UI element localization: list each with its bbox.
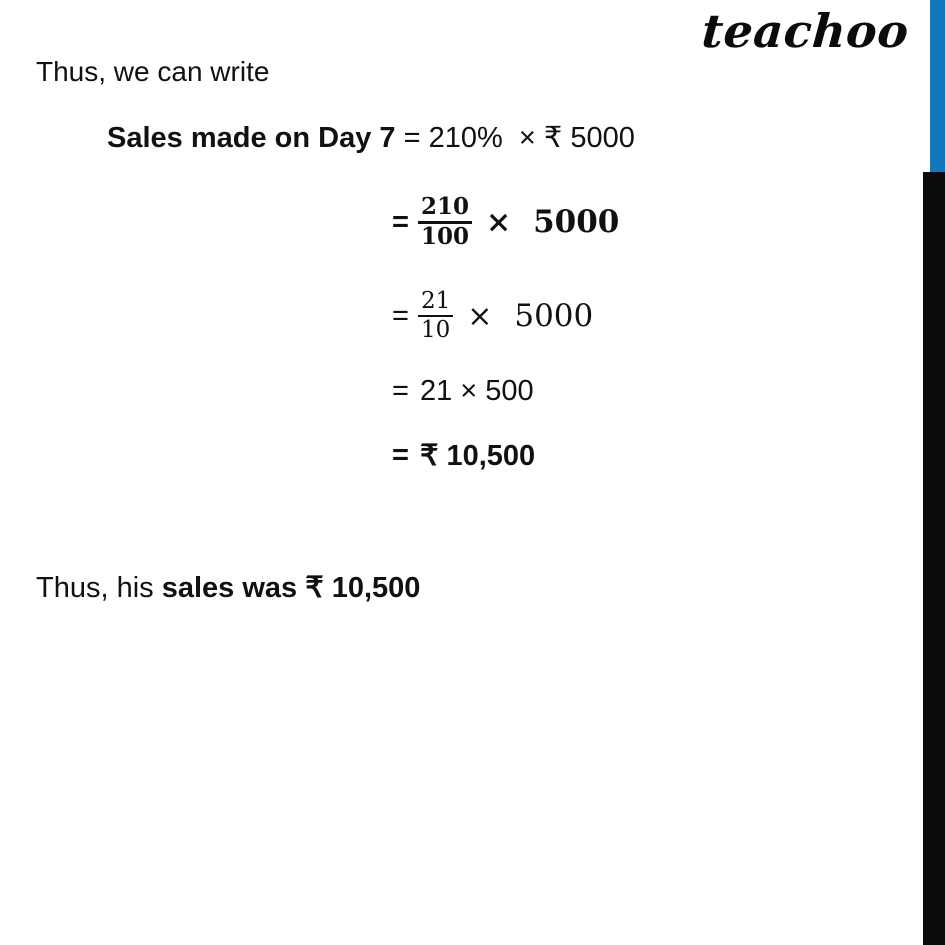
equals-sign: = xyxy=(392,205,409,238)
conclusion-line xyxy=(36,570,420,605)
sales-line xyxy=(107,120,635,155)
conclusion-prefix: Thus, his xyxy=(36,572,162,604)
equation-step-1 xyxy=(392,190,619,254)
intro-text: Thus, we can write xyxy=(36,56,270,87)
multiply-sign: × xyxy=(467,298,493,334)
multiply-sign: × xyxy=(485,204,512,240)
multiplicand-value: 5000 xyxy=(514,298,594,334)
multiplicand-value: 5000 xyxy=(533,204,620,240)
fraction-numerator: 21 xyxy=(418,289,453,317)
sales-label: Sales made on Day 7 xyxy=(107,122,396,154)
equation-text: 21 × 500 xyxy=(419,375,534,407)
equation-step-3 xyxy=(392,375,534,408)
teachoo-logo: teachoo xyxy=(700,4,911,58)
equals-sign: = xyxy=(392,375,409,407)
fraction-210-100 xyxy=(418,192,472,250)
equation-step-2 xyxy=(392,285,593,347)
sales-expression: = 210% × ₹ 5000 xyxy=(395,122,635,154)
fraction-denominator: 100 xyxy=(420,222,469,250)
fraction-21-10 xyxy=(418,289,453,343)
fraction-denominator: 10 xyxy=(420,317,451,343)
accent-bar-blue xyxy=(930,0,945,172)
equation-result xyxy=(392,438,535,473)
result-amount: ₹ 10,500 xyxy=(419,440,536,472)
equals-sign: = xyxy=(392,299,409,332)
fraction-numerator: 210 xyxy=(418,195,472,224)
equals-sign: = xyxy=(392,439,409,471)
conclusion-answer: sales was ₹ 10,500 xyxy=(161,572,421,604)
accent-bar-black xyxy=(923,172,945,945)
